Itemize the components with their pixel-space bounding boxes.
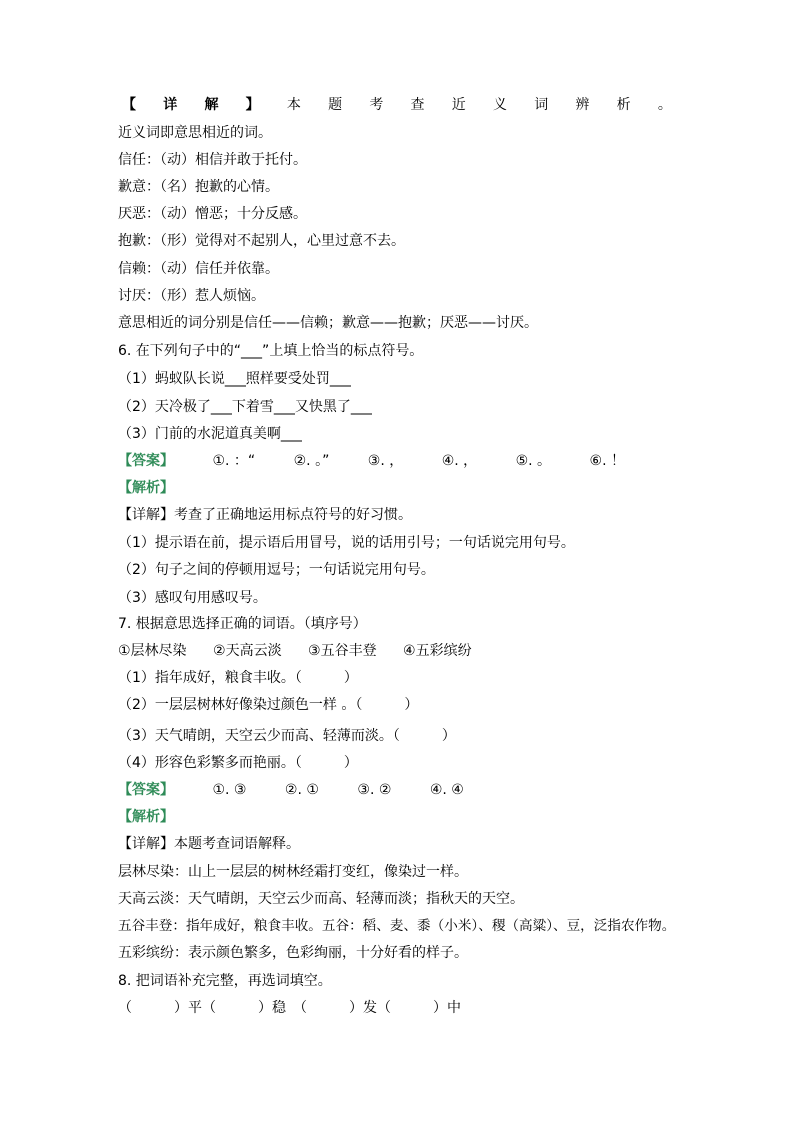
answer-item: ③. ② bbox=[357, 782, 392, 798]
q7-option: ②天高云淡 bbox=[213, 643, 282, 659]
header-char: 。 bbox=[657, 97, 672, 113]
q7-item: （1）指年成好，粮食丰收。（ ） bbox=[118, 670, 358, 686]
q6-question: 6. 在下列句子中的“___”上填上恰当的标点符号。 bbox=[118, 343, 424, 359]
q7-explanation: 五彩缤纷：表示颜色繁多，色彩绚丽，十分好看的样子。 bbox=[118, 945, 468, 961]
q6-explanation: （1）提示语在前，提示语后用冒号，说的话用引号；一句话说完用句号。 bbox=[118, 535, 575, 551]
q5-line: 讨厌：（形）惹人烦恼。 bbox=[118, 288, 265, 304]
header-char: 考 bbox=[369, 97, 384, 113]
q7-item: （4）形容色彩繁多而艳丽。（ ） bbox=[118, 755, 358, 771]
header-char: 义 bbox=[492, 97, 507, 113]
q7-answer-row bbox=[118, 780, 688, 800]
q5-summary: 意思相近的词分别是信任——信赖；歉意——抱歉；厌恶——讨厌。 bbox=[118, 315, 538, 331]
answer-item: ④. ④ bbox=[429, 782, 464, 798]
q5-line: 信任：（动）相信并敢于托付。 bbox=[118, 152, 307, 168]
answer-item: ⑤. 。 bbox=[515, 453, 552, 469]
q6-item: （3）门前的水泥道真美啊___ bbox=[118, 426, 302, 442]
q5-line: 厌恶：（动）憎恶；十分反感。 bbox=[118, 206, 307, 222]
q8-blanks: （ ）平（ ）稳 （ ）发（ ）中 bbox=[118, 1000, 461, 1016]
header-char: 【 bbox=[122, 97, 136, 113]
header-char: 解 bbox=[204, 97, 219, 113]
q7-explanation: 层林尽染：山上一层层的树林经霜打变红，像染过一样。 bbox=[118, 864, 468, 880]
q5-detail-header bbox=[122, 95, 672, 115]
answer-item: ④. ， bbox=[441, 453, 478, 469]
q7-options bbox=[118, 641, 688, 661]
q7-explanation: 五谷丰登：指年成好，粮食丰收。五谷：稻、麦、黍（小米）、稷（高粱）、豆，泛指农作物。 bbox=[118, 918, 676, 934]
q6-item: （2）天冷极了___下着雪___又快黑了___ bbox=[118, 399, 372, 415]
header-char: 词 bbox=[534, 97, 549, 113]
header-char: 题 bbox=[328, 97, 343, 113]
analysis-label: 【解析】 bbox=[118, 480, 174, 496]
q7-option: ③五谷丰登 bbox=[308, 643, 377, 659]
q6-explanation: （2）句子之间的停顿用逗号；一句话说完用句号。 bbox=[118, 562, 435, 578]
header-char: 本 bbox=[286, 97, 301, 113]
answer-item: ①. ③ bbox=[212, 782, 247, 798]
q8-question: 8. 把词语补充完整，再选词填空。 bbox=[118, 973, 332, 989]
header-char: 辨 bbox=[575, 97, 590, 113]
q5-line: 信赖：（动）信任并依靠。 bbox=[118, 261, 279, 277]
header-char: 析 bbox=[616, 97, 631, 113]
answer-item: ②. 。” bbox=[293, 453, 330, 469]
answer-label: 【答案】 bbox=[118, 453, 174, 469]
answer-item: ⑥. ！ bbox=[589, 453, 625, 469]
q5-line: 歉意：（名）抱歉的心情。 bbox=[118, 179, 279, 195]
answer-label: 【答案】 bbox=[118, 782, 174, 798]
q7-question: 7. 根据意思选择正确的词语。（填序号） bbox=[118, 616, 367, 632]
header-char: 近 bbox=[451, 97, 466, 113]
header-char: 】 bbox=[245, 97, 260, 113]
answer-item: ②. ① bbox=[284, 782, 319, 798]
q7-option: ①层林尽染 bbox=[118, 643, 187, 659]
q7-explanation: 天高云淡：天气晴朗，天空云少而高、轻薄而淡；指秋天的天空。 bbox=[118, 891, 524, 907]
q7-detail: 【详解】本题考查词语解释。 bbox=[118, 836, 300, 852]
q6-item: （1）蚂蚁队长说___照样要受处罚___ bbox=[118, 371, 351, 387]
analysis-label: 【解析】 bbox=[118, 809, 174, 825]
q6-explanation: （3）感叹句用感叹号。 bbox=[118, 590, 267, 606]
q5-line: 近义词即意思相近的词。 bbox=[118, 125, 272, 141]
answer-item: ①. ：“ bbox=[212, 453, 256, 469]
header-char: 详 bbox=[163, 97, 178, 113]
header-char: 查 bbox=[410, 97, 425, 113]
q6-detail: 【详解】考查了正确地运用标点符号的好习惯。 bbox=[118, 507, 412, 523]
q6-answer-row bbox=[118, 451, 688, 471]
q7-item: （2）一层层树林好像染过颜色一样 。（ ） bbox=[118, 697, 419, 713]
q7-item: （3）天气晴朗，天空云少而高、轻薄而淡。（ ） bbox=[118, 728, 456, 744]
q7-option: ④五彩缤纷 bbox=[403, 643, 472, 659]
q5-line: 抱歉：（形）觉得对不起别人，心里过意不去。 bbox=[118, 233, 405, 249]
answer-item: ③. ， bbox=[367, 453, 404, 469]
